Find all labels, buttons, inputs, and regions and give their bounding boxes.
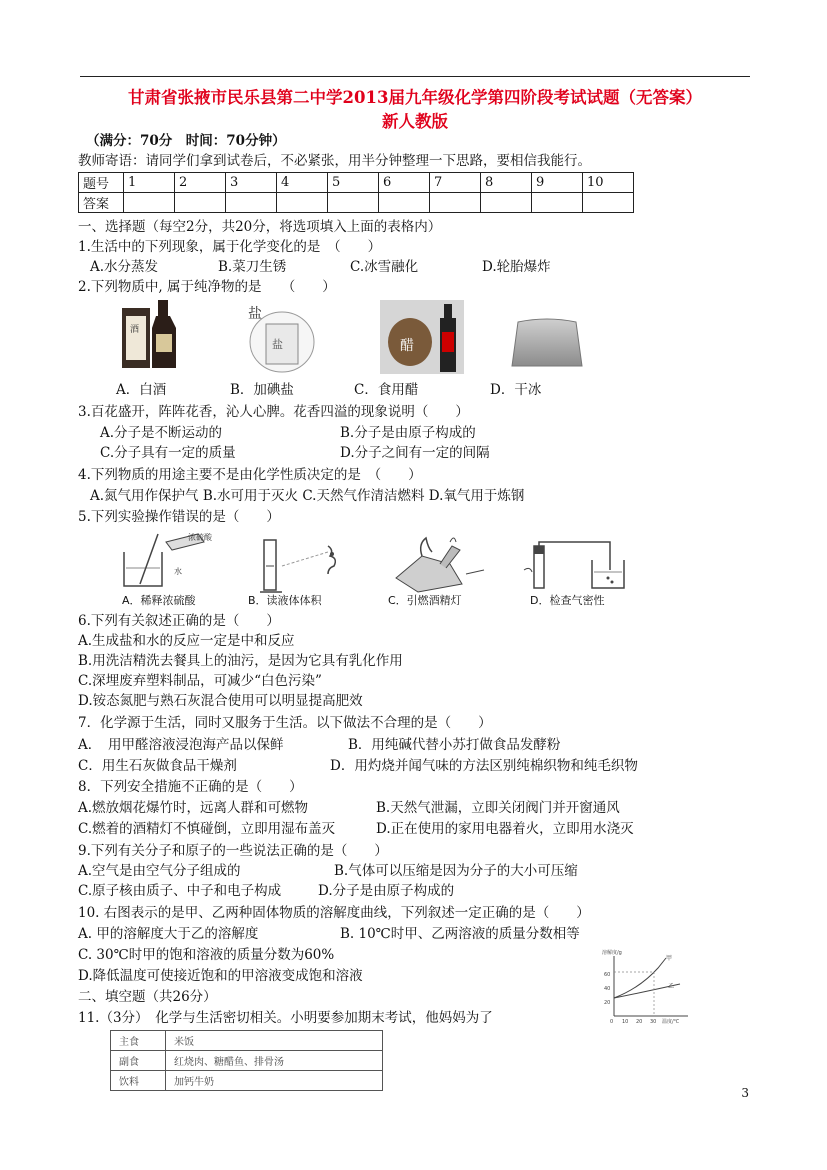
q6-option-c: C.深埋废弃塑料制品，可减少“白色污染” xyxy=(78,673,322,689)
answer-table-answer-row xyxy=(79,193,634,213)
teacher-note: 教师寄语：请同学们拿到试卷后，不必紧张，用半分钟整理一下思路，要相信我能行。 xyxy=(78,153,591,169)
q9-option-a: A.空气是由空气分子组成的 xyxy=(78,863,241,879)
answer-cell[interactable] xyxy=(328,193,379,213)
q8-option-a: A.燃放烟花爆竹时，远离人群和可燃物 xyxy=(78,800,309,816)
q2-stem: 2.下列物质中, 属于纯净物的是 （ ） xyxy=(78,279,336,295)
q3-option-c: C.分子具有一定的质量 xyxy=(100,445,236,461)
answer-cell[interactable] xyxy=(277,193,328,213)
q2-option-d: D．干冰 xyxy=(490,382,542,398)
section-choice-heading: 一、选择题（每空2分，共20分，将选项填入上面的表格内） xyxy=(78,219,442,235)
q3-option-b: B.分子是由原子构成的 xyxy=(340,425,476,441)
x-tick-label: 0 xyxy=(610,1019,614,1025)
q2-options xyxy=(116,381,541,399)
answer-table-row-label: 答案 xyxy=(79,193,124,213)
q8-option-c: C.燃着的酒精灯不慎碰倒，立即用湿布盖灭 xyxy=(78,821,336,837)
q5-caption-b: B．读液体体积 xyxy=(248,594,322,607)
menu-items: 米饭 xyxy=(166,1031,383,1051)
reading-volume-drawing xyxy=(258,538,358,594)
iodized-salt-image xyxy=(244,302,318,374)
q7-option-b: B．用纯碱代替小苏打做食品发酵粉 xyxy=(348,737,561,753)
q9-stem: 9.下列有关分子和原子的一些说法正确的是（ ） xyxy=(78,843,388,859)
q1-option-d: D.轮胎爆炸 xyxy=(482,259,551,275)
answer-number: 1 xyxy=(124,173,175,193)
x-axis-label: 温度/℃ xyxy=(662,1019,680,1025)
q3-stem: 3.百花盛开，阵阵花香，沁人心脾。花香四溢的现象说明（ ） xyxy=(78,404,469,420)
q9-option-c: C.原子核由质子、中子和电子构成 xyxy=(78,883,282,899)
page-title: 甘肃省张掖市民乐县第二中学2013届九年级化学第四阶段考试试题（无答案） xyxy=(128,88,702,107)
q10-option-b: B. 10℃时甲、乙两溶液的质量分数相等 xyxy=(340,926,580,942)
table-row xyxy=(111,1071,383,1091)
answer-number: 2 xyxy=(175,173,226,193)
answer-number: 4 xyxy=(277,173,328,193)
answer-table-header-row xyxy=(79,173,634,193)
x-tick-label: 20 xyxy=(636,1019,643,1025)
answer-cell[interactable] xyxy=(175,193,226,213)
q10-option-c: C. 30℃时甲的饱和溶液的质量分数为60% xyxy=(78,947,335,963)
y-tick-label: 60 xyxy=(604,972,611,978)
q1-option-b: B.菜刀生锈 xyxy=(218,259,287,275)
answer-cell[interactable] xyxy=(379,193,430,213)
q4-options: A.氮气用作保护气 B.水可用于灭火 C.天然气作清洁燃料 D.氧气用于炼钢 xyxy=(90,488,525,504)
answer-number: 8 xyxy=(481,173,532,193)
q6-option-a: A.生成盐和水的反应一定是中和反应 xyxy=(78,633,295,649)
diluting-acid-drawing xyxy=(118,530,228,592)
answer-number: 5 xyxy=(328,173,379,193)
q8-option-d: D.正在使用的家用电器着火，立即用水浇灭 xyxy=(376,821,634,837)
q1-option-a: A.水分蒸发 xyxy=(90,259,159,275)
q10-option-d: D.降低温度可使接近饱和的甲溶液变成饱和溶液 xyxy=(78,968,363,984)
x-tick-label: 10 xyxy=(622,1019,629,1025)
dry-ice-image xyxy=(508,316,586,370)
header-rule xyxy=(80,76,750,77)
q9-option-d: D.分子是由原子构成的 xyxy=(318,883,455,899)
answer-number: 10 xyxy=(583,173,634,193)
answer-number: 3 xyxy=(226,173,277,193)
q8-stem: 8．下列安全措施不正确的是（ ） xyxy=(78,779,303,795)
q8-option-b: B.天然气泄漏，立即关闭阀门并开窗通风 xyxy=(376,800,620,816)
answer-table xyxy=(78,172,634,213)
answer-number: 6 xyxy=(379,173,430,193)
q3-option-a: A.分子是不断运动的 xyxy=(100,425,223,441)
answer-cell[interactable] xyxy=(226,193,277,213)
answer-cell[interactable] xyxy=(583,193,634,213)
menu-items: 加钙牛奶 xyxy=(166,1071,383,1091)
solubility-curve-chart xyxy=(600,948,692,1030)
q1-options xyxy=(90,258,551,276)
table-row xyxy=(111,1031,383,1051)
acid-label: 浓硫酸 xyxy=(188,533,212,542)
q4-stem: 4.下列物质的用途主要不是由化学性质决定的是 （ ） xyxy=(78,467,422,483)
page-number: 3 xyxy=(741,1086,749,1100)
y-axis-label: 溶解度/g xyxy=(602,950,622,956)
answer-cell[interactable] xyxy=(481,193,532,213)
q2-option-b: B．加碘盐 xyxy=(230,382,294,398)
airtightness-drawing xyxy=(520,540,630,592)
liquor-bottle-image xyxy=(118,298,188,370)
menu-category: 主食 xyxy=(111,1031,166,1051)
q1-option-c: C.冰雪融化 xyxy=(350,259,419,275)
menu-table xyxy=(110,1030,383,1091)
series-jia-label: 甲 xyxy=(666,955,673,962)
q2-option-a: A．白酒 xyxy=(116,382,167,398)
q6-option-d: D.铵态氮肥与熟石灰混合使用可以明显提高肥效 xyxy=(78,693,363,709)
water-label: 水 xyxy=(174,567,182,576)
answer-table-row-label: 题号 xyxy=(79,173,124,193)
answer-cell[interactable] xyxy=(124,193,175,213)
svg-text:酒: 酒 xyxy=(130,325,140,335)
svg-text:醋: 醋 xyxy=(400,338,414,354)
q5-stem: 5.下列实验操作错误的是（ ） xyxy=(78,509,280,525)
q10-option-a: A. 甲的溶解度大于乙的溶解度 xyxy=(78,926,259,942)
y-tick-label: 20 xyxy=(604,1000,611,1006)
q6-stem: 6.下列有关叙述正确的是（ ） xyxy=(78,613,280,629)
svg-text:盐: 盐 xyxy=(248,306,262,322)
menu-category: 饮料 xyxy=(111,1071,166,1091)
page-subtitle: 新人教版 xyxy=(382,112,448,131)
series-jia-curve xyxy=(614,958,666,998)
answer-cell[interactable] xyxy=(430,193,481,213)
answer-number: 9 xyxy=(532,173,583,193)
section-fill-heading: 二、填空题（共26分） xyxy=(78,989,217,1005)
table-row xyxy=(111,1051,383,1071)
q7-option-a: A． 用甲醛溶液浸泡海产品以保鲜 xyxy=(78,737,284,753)
q9-option-b: B.气体可以压缩是因为分子的大小可压缩 xyxy=(334,863,578,879)
y-tick-label: 40 xyxy=(604,986,611,992)
answer-number: 7 xyxy=(430,173,481,193)
menu-items: 红烧肉、糖醋鱼、排骨汤 xyxy=(166,1051,383,1071)
q11-stem: 11.（3分） 化学与生活密切相关。小明要参加期末考试，他妈妈为了 xyxy=(78,1010,493,1026)
q7-option-d: D．用灼烧并闻气味的方法区别纯棉织物和纯毛织物 xyxy=(330,758,638,774)
q10-stem: 10. 右图表示的是甲、乙两种固体物质的溶解度曲线，下列叙述一定正确的是（ ） xyxy=(78,905,590,921)
series-yi-label: 乙 xyxy=(668,983,675,990)
exam-meta: （满分：70分 时间：70分钟） xyxy=(86,133,286,149)
lighting-lamp-drawing xyxy=(388,534,488,594)
q7-stem: 7．化学源于生活，同时又服务于生活。以下做法不合理的是（ ） xyxy=(78,715,492,731)
vinegar-image xyxy=(380,300,464,374)
menu-category: 副食 xyxy=(111,1051,166,1071)
answer-cell[interactable] xyxy=(532,193,583,213)
q3-option-d: D.分子之间有一定的间隔 xyxy=(340,445,490,461)
q7-option-c: C．用生石灰做食品干燥剂 xyxy=(78,758,237,774)
x-tick-label: 30 xyxy=(650,1019,657,1025)
q2-option-c: C．食用醋 xyxy=(354,382,419,398)
q5-caption-d: D．检查气密性 xyxy=(530,594,605,607)
q6-option-b: B.用洗洁精洗去餐具上的油污，是因为它具有乳化作用 xyxy=(78,653,403,669)
q1-stem: 1.生活中的下列现象，属于化学变化的是 （ ） xyxy=(78,239,382,255)
q5-caption-c: C．引燃酒精灯 xyxy=(388,594,462,607)
svg-text:盐: 盐 xyxy=(272,338,283,351)
q5-caption-a: A．稀释浓硫酸 xyxy=(122,594,196,607)
